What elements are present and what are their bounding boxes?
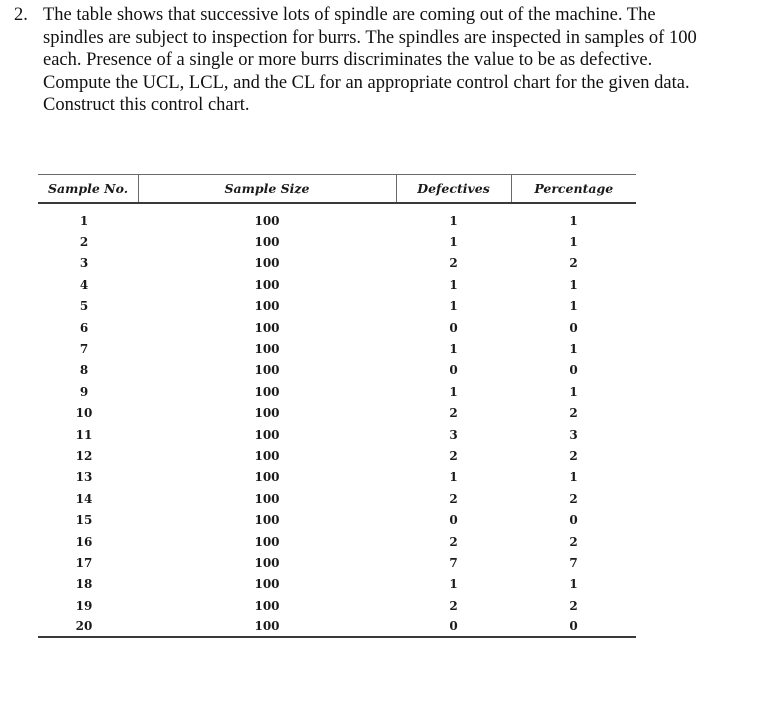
table-row: [38, 296, 636, 317]
defectives-cell: 3: [449, 427, 458, 442]
sample-size-cell: 100: [254, 277, 280, 292]
sample-size-cell: 100: [254, 470, 280, 485]
sample-no-cell: 4: [79, 277, 89, 292]
sample-size-cell: 100: [254, 513, 280, 528]
table-row: [38, 424, 636, 445]
table-row: [38, 317, 636, 338]
table-row: [38, 445, 636, 466]
sample-size-cell: 100: [254, 577, 280, 592]
sample-no-cell: 5: [79, 299, 89, 314]
sample-no-cell: 17: [75, 555, 93, 570]
sample-size-cell: 100: [254, 534, 280, 549]
percentage-cell: 0: [569, 320, 578, 335]
header-sample-size: Sample Size: [138, 175, 396, 204]
table-header-row: [38, 175, 636, 204]
percentage-cell: 0: [569, 513, 578, 528]
table-row: [38, 552, 636, 573]
defectives-cell: 2: [449, 406, 458, 421]
header-sample-no: Sample No.: [38, 175, 138, 204]
table-row: [38, 203, 636, 231]
defectives-cell: 2: [449, 491, 458, 506]
defectives-table: [38, 174, 636, 638]
defectives-cell: 1: [449, 235, 458, 250]
table-row: [38, 381, 636, 402]
header-defectives: Defectives: [396, 175, 511, 204]
question-line: Construct this control chart.: [43, 95, 250, 115]
sample-size-cell: 100: [254, 555, 280, 570]
percentage-cell: 2: [569, 256, 578, 271]
percentage-cell: 3: [569, 427, 578, 442]
defectives-cell: 0: [449, 363, 458, 378]
sample-no-cell: 7: [79, 342, 89, 357]
defectives-cell: 2: [449, 256, 458, 271]
sample-no-cell: 11: [75, 427, 93, 442]
sample-no-cell: 19: [75, 598, 93, 613]
sample-no-cell: 14: [75, 491, 93, 506]
percentage-cell: 1: [569, 277, 578, 292]
table-row: [38, 509, 636, 530]
table-row: [38, 531, 636, 552]
percentage-cell: 1: [569, 235, 578, 250]
defectives-cell: 1: [449, 299, 458, 314]
percentage-cell: 2: [569, 534, 578, 549]
percentage-cell: 1: [569, 213, 578, 228]
defectives-cell: 1: [449, 577, 458, 592]
sample-no-cell: 12: [75, 448, 93, 463]
sample-size-cell: 100: [254, 406, 280, 421]
percentage-cell: 0: [511, 616, 636, 637]
table-row: [38, 360, 636, 381]
defectives-cell: 0: [396, 616, 511, 637]
percentage-cell: 2: [569, 598, 578, 613]
defectives-cell: 2: [449, 598, 458, 613]
defectives-cell: 2: [449, 534, 458, 549]
sample-size-cell: 100: [254, 384, 280, 399]
table-row: [38, 338, 636, 359]
sample-size-cell: 100: [254, 427, 280, 442]
question-line: The table shows that successive lots of spindle are coming out of the machine. The: [43, 5, 656, 25]
sample-size-cell: 100: [254, 256, 280, 271]
question-number: 2.: [14, 5, 28, 25]
sample-no-cell: 8: [79, 363, 89, 378]
table-row: [38, 253, 636, 274]
table-row: [38, 595, 636, 616]
defectives-cell: 1: [449, 470, 458, 485]
sample-no-cell: 16: [75, 534, 93, 549]
sample-no-cell: 9: [79, 384, 89, 399]
defectives-cell: 0: [449, 513, 458, 528]
sample-size-cell: 100: [254, 363, 280, 378]
defectives-cell: 2: [449, 448, 458, 463]
sample-size-cell: 100: [254, 320, 280, 335]
sample-no-cell: 3: [79, 256, 89, 271]
table-row: [38, 467, 636, 488]
percentage-cell: 7: [569, 555, 578, 570]
sample-size-cell: 100: [254, 448, 280, 463]
sample-size-cell: 100: [254, 299, 280, 314]
percentage-cell: 1: [569, 299, 578, 314]
sample-size-cell: 100: [254, 491, 280, 506]
sample-size-cell: 100: [138, 616, 396, 637]
defectives-cell: 1: [449, 384, 458, 399]
defectives-cell: 7: [449, 555, 458, 570]
sample-no-cell: 10: [75, 406, 93, 421]
percentage-cell: 1: [569, 470, 578, 485]
percentage-cell: 1: [569, 342, 578, 357]
table-row: [38, 274, 636, 295]
table-row: [38, 403, 636, 424]
defectives-cell: 1: [449, 277, 458, 292]
sample-size-cell: 100: [254, 342, 280, 357]
percentage-cell: 2: [569, 448, 578, 463]
percentage-cell: 1: [569, 577, 578, 592]
defectives-cell: 0: [449, 320, 458, 335]
percentage-cell: 0: [569, 363, 578, 378]
sample-size-cell: 100: [254, 213, 280, 228]
sample-size-cell: 100: [254, 235, 280, 250]
table-body: [38, 203, 636, 637]
question-line: spindles are subject to inspection for burrs. The spindles are inspected in samples of 100: [43, 27, 697, 48]
sample-no-cell: 2: [79, 235, 89, 250]
percentage-cell: 2: [569, 406, 578, 421]
sample-no-cell: 13: [75, 470, 93, 485]
sample-no-cell: 1: [79, 213, 89, 228]
table-row: [38, 488, 636, 509]
question-text: [43, 4, 759, 117]
defectives-cell: 1: [449, 213, 458, 228]
header-percentage: Percentage: [511, 175, 636, 204]
question-line: Compute the UCL, LCL, and the CL for an appropriate control chart for the given data.: [43, 72, 690, 93]
table-row: [38, 616, 636, 637]
table-row: [38, 231, 636, 252]
sample-no-cell: 20: [38, 616, 138, 637]
sample-no-cell: 18: [75, 577, 93, 592]
sample-no-cell: 15: [75, 513, 93, 528]
sample-no-cell: 6: [79, 320, 89, 335]
percentage-cell: 2: [569, 491, 578, 506]
percentage-cell: 1: [569, 384, 578, 399]
question-line: each. Presence of a single or more burrs discriminates the value to be as defective.: [43, 50, 653, 70]
defectives-cell: 1: [449, 342, 458, 357]
table-row: [38, 574, 636, 595]
sample-size-cell: 100: [254, 598, 280, 613]
